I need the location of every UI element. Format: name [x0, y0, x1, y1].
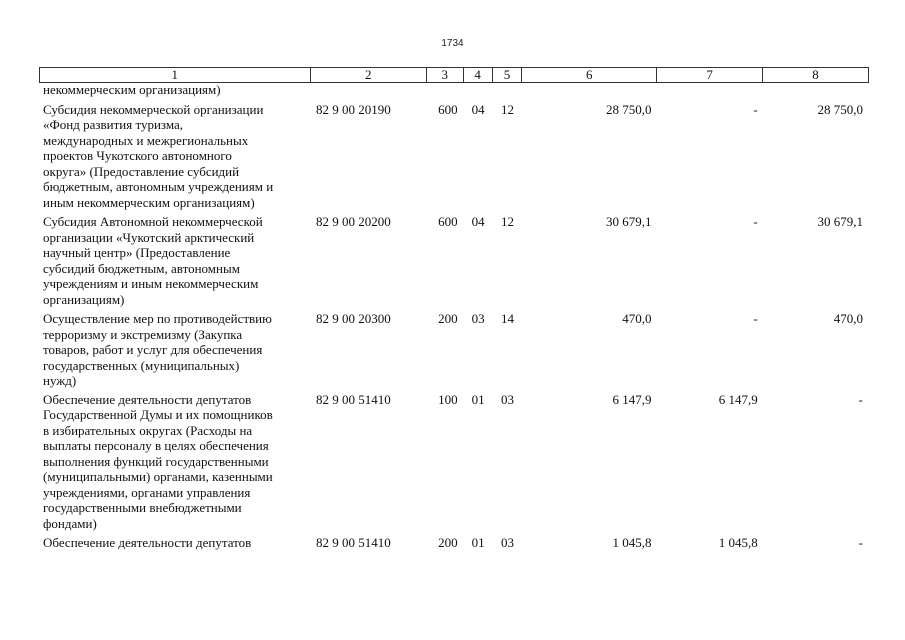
- row-col5: 12: [500, 101, 514, 117]
- row-col4: 04: [471, 101, 485, 117]
- row-col7: 6 147,9: [718, 391, 758, 407]
- table-body: [39, 84, 869, 551]
- row-col3: 600: [438, 101, 458, 117]
- continuation-text: некоммерческим организациям): [43, 82, 221, 97]
- table-header: [39, 67, 869, 83]
- row-col3: 200: [438, 535, 458, 550]
- row-code: 82 9 00 51410: [315, 391, 391, 407]
- row-col6: 470,0: [622, 311, 652, 326]
- column-header-4: 4: [464, 68, 493, 82]
- row-col5: 14: [500, 311, 514, 326]
- column-header-1: 1: [40, 68, 311, 82]
- row-col7: -: [753, 101, 758, 117]
- row-col5: 03: [500, 535, 514, 550]
- row-name: Обеспечение деятельности депутатов Государственной Думы и их помощников в избирательных округах (Расходы на выплаты персоналу в целях обеспечения выполнения функций государственными (муниципальными) органами, казенными учреждениями, органами управления государственными внебюджетными фондами): [43, 391, 273, 531]
- row-col7: 1 045,8: [718, 535, 758, 550]
- page-number: 1734: [441, 38, 464, 49]
- row-col6: 28 750,0: [606, 101, 652, 117]
- row-col6: 30 679,1: [606, 214, 652, 229]
- row-name: Субсидия Автономной некоммерческой организации «Чукотский арктический научный центр» (Предоставление субсидий бюджетным, автономным учреждениям и иным некоммерческим организациям): [43, 214, 263, 307]
- column-header-5: 5: [493, 68, 523, 82]
- row-col7: -: [753, 311, 758, 326]
- row-col7: -: [753, 214, 758, 229]
- row-col3: 100: [438, 391, 458, 407]
- row-col8: 30 679,1: [817, 214, 864, 229]
- table-row: [39, 311, 869, 389]
- column-header-3: 3: [427, 68, 464, 82]
- table-row: [39, 102, 869, 211]
- row-col6: 1 045,8: [612, 535, 652, 550]
- table-row: [39, 214, 869, 307]
- row-code: 82 9 00 20200: [315, 214, 391, 229]
- row-code: 82 9 00 51410: [315, 535, 391, 550]
- row-name: Субсидия некоммерческой организации «Фонд развития туризма, международных и межрегиональных проектов Чукотского автономного округа» (Предоставление субсидий бюджетным, автономным учреждениям и иным некоммерческим организациям): [43, 101, 274, 210]
- table-row: [39, 392, 869, 532]
- table-row: [39, 535, 869, 551]
- row-col4: 04: [471, 214, 485, 229]
- row-col3: 200: [438, 311, 458, 326]
- table-row-continuation: [39, 84, 869, 98]
- row-col4: 03: [471, 311, 485, 326]
- row-col8: 470,0: [833, 311, 864, 326]
- row-col8: -: [858, 535, 864, 550]
- row-col8: 28 750,0: [817, 101, 864, 117]
- column-header-8: 8: [812, 67, 819, 82]
- column-header-6: 6: [522, 68, 657, 82]
- row-code: 82 9 00 20190: [315, 101, 391, 117]
- row-name: Осуществление мер по противодействию терроризму и экстремизму (Закупка товаров, работ и услуг для обеспечения государственных (муниципальных) нужд): [43, 311, 272, 388]
- row-col5: 12: [500, 214, 514, 229]
- column-header-7: 7: [657, 68, 763, 82]
- row-col4: 01: [471, 535, 485, 550]
- row-col4: 01: [471, 391, 485, 407]
- row-code: 82 9 00 20300: [315, 311, 391, 326]
- row-col5: 03: [500, 391, 514, 407]
- row-col3: 600: [438, 214, 458, 229]
- column-header-2: 2: [311, 68, 428, 82]
- row-col8: -: [858, 391, 864, 407]
- row-name: Обеспечение деятельности депутатов: [43, 535, 252, 550]
- row-col6: 6 147,9: [612, 391, 652, 407]
